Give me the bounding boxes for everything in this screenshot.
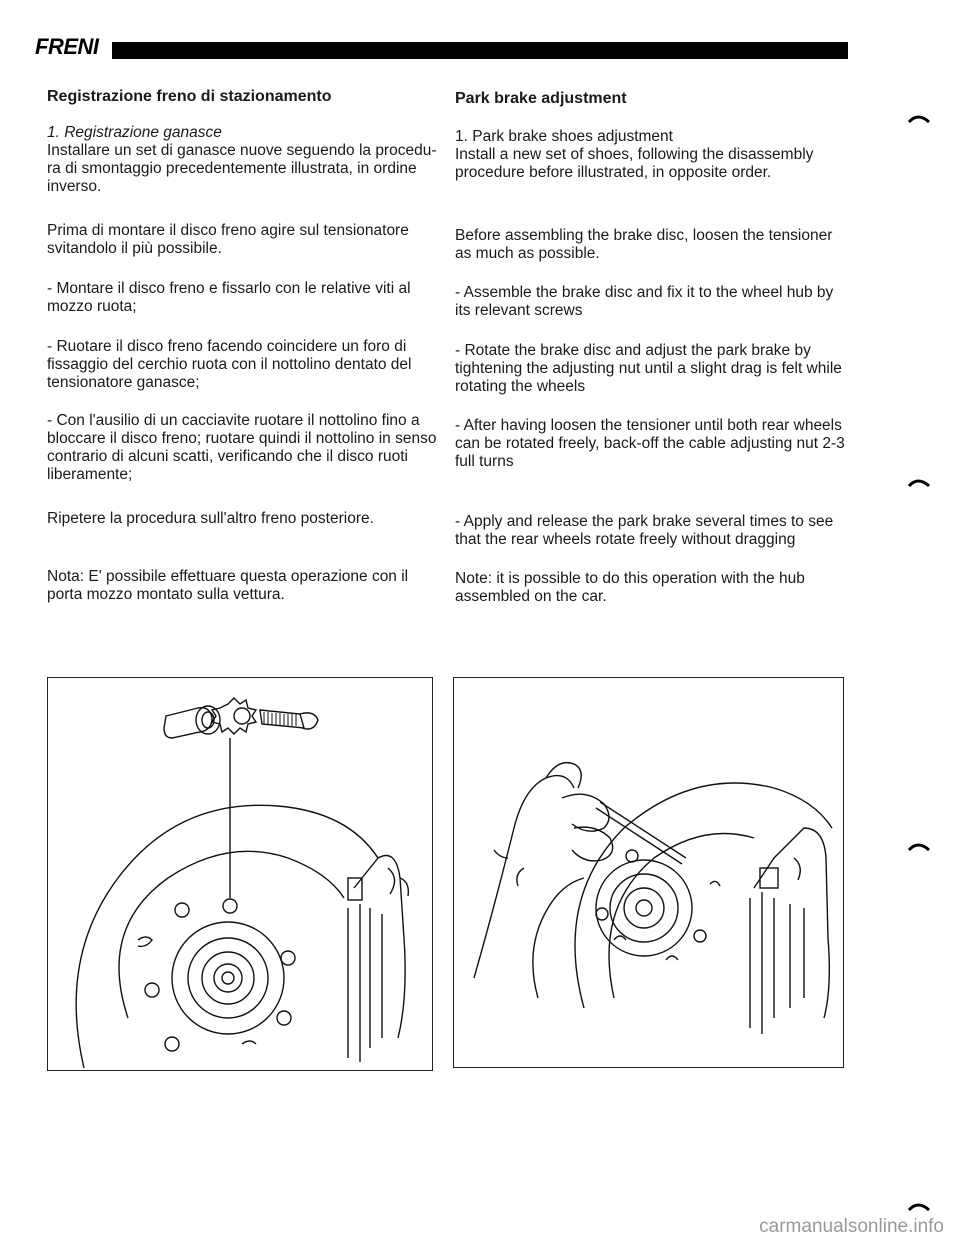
italian-step1-text: Installare un set di ganasce nuove seguendo la procedu-ra di smontaggio precedentemente illustrata, in ordine inverso. (47, 142, 437, 195)
italian-step1 (47, 124, 437, 196)
italian-step1-title: 1. Registrazione ganasce (47, 124, 222, 141)
english-paragraph-2: Before assembling the brake disc, loosen the tensioner as much as possible. (455, 227, 833, 262)
tensioner-parts-icon (164, 698, 318, 898)
english-paragraph-7: Note: it is possible to do this operation with the hub assembled on the car. (455, 570, 805, 605)
section-title: FRENI (35, 34, 99, 59)
italian-paragraph-5: - Con l'ausilio di un cacciavite ruotare il nottolino fino a bloccare il disco freno; ruotare quindi il nottolino in senso contrario di alcuni scatti, verificando che il disco ruoti liberamente; (47, 412, 437, 483)
english-paragraph-5: - After having loosen the tensioner until both rear wheels can be rotated freely, back-off the cable adjusting nut 2-3 full turns (455, 417, 845, 470)
margin-mark-icon (908, 112, 930, 124)
brake-disc-icon (575, 783, 832, 1008)
screwdriver-adjustment-illustration (453, 677, 844, 1068)
margin-mark-icon (908, 1200, 930, 1212)
english-paragraph-4: - Rotate the brake disc and adjust the park brake by tightening the adjusting nut until a slight drag is felt while rotating the wheels (455, 342, 842, 395)
italian-paragraph-7: Nota: E' possibile effettuare questa operazione con il porta mozzo montato sulla vettura. (47, 568, 409, 603)
header-bar (112, 42, 848, 59)
english-heading: Park brake adjustment (455, 90, 627, 107)
caliper-icon (348, 856, 408, 1063)
margin-mark-icon (908, 476, 930, 488)
english-step1 (455, 128, 847, 182)
english-step1-title: 1. Park brake shoes adjustment (455, 128, 673, 145)
italian-paragraph-6: Ripetere la procedura sull'altro freno posteriore. (47, 510, 374, 527)
hand-icon (474, 763, 613, 998)
italian-paragraph-4: - Ruotare il disco freno facendo coincidere un foro di fissaggio del cerchio ruota con il nottolino dentato del tensionatore ganasce; (47, 338, 412, 391)
brake-disc-icon (76, 805, 378, 1068)
italian-heading: Registrazione freno di stazionamento (47, 88, 332, 105)
english-paragraph-6: - Apply and release the park brake several times to see that the rear wheels rotate freely without dragging (455, 513, 834, 548)
watermark: carmanualsonline.info (759, 1216, 944, 1237)
margin-mark-icon (908, 840, 930, 852)
brake-disc-tensioner-illustration (47, 677, 433, 1071)
italian-paragraph-3: - Montare il disco freno e fissarlo con le relative viti al mozzo ruota; (47, 280, 411, 315)
italian-paragraph-2: Prima di montare il disco freno agire sul tensionatore svitandolo il più possibile. (47, 222, 409, 257)
english-paragraph-3: - Assemble the brake disc and fix it to the wheel hub by its relevant screws (455, 284, 834, 319)
caliper-icon (750, 828, 829, 1034)
english-step1-text: Install a new set of shoes, following the disassembly procedure before illustrated, in opposite order. (455, 146, 814, 181)
